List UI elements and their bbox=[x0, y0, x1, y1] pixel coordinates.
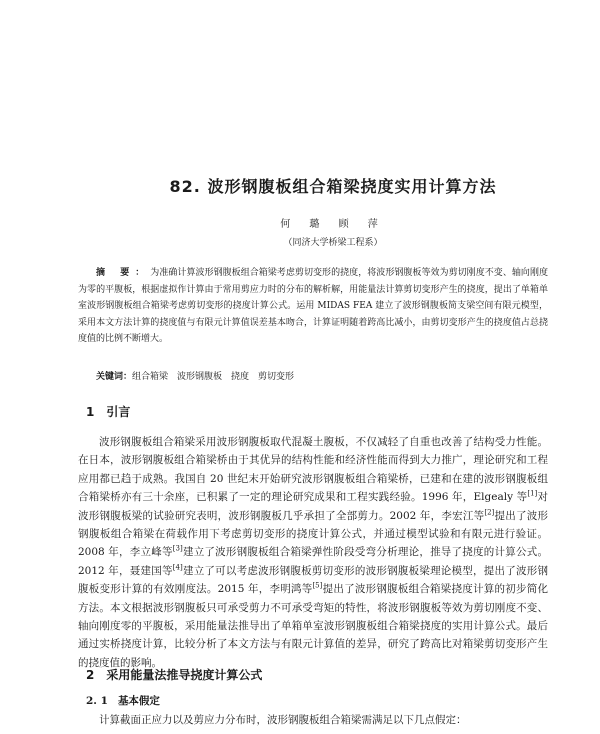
keywords bbox=[78, 369, 548, 382]
subsection-2-1-number: 2. 1 bbox=[86, 695, 108, 707]
subsection-2-1-heading bbox=[86, 693, 160, 708]
para-text: 波形钢腹板组合箱梁采用波形钢腹板取代混凝土腹板，不仅减轻了自重也改善了结构受力性能。在日本，波形钢腹板组合箱梁桥由于其优异的结构性能和经济性能而得到大力推广，理论研究和工程应用都已趋于成熟。我国自 20 世纪末开始研究波形钢腹板组合箱梁桥，已建和在建的波形钢腹板组合箱梁桥亦有三十余座，已积累了一定的理论研究成果和工程实践经验。1996 年，Elgealy 等 bbox=[78, 436, 548, 504]
section-1-paragraph bbox=[78, 433, 548, 672]
section-2-lead-text: 计算截面正应力以及剪应力分布时，波形钢腹板组合箱梁需满足以下几点假定： bbox=[99, 714, 467, 726]
para-text: 对波形钢腹板梁的试验研究表明，波形钢腹板几乎承担了全部剪力。2002 年，李宏江等 bbox=[78, 491, 549, 522]
citation: [4] bbox=[172, 563, 183, 572]
paper-affiliation: （同济大学桥梁工程系） bbox=[283, 238, 383, 248]
para-text: 建立了波形钢腹板组合箱梁弹性阶段受弯分析理论，推导了挠度的计算公式。2012 年，聂建国等 bbox=[78, 546, 549, 577]
section-1-title: 引言 bbox=[106, 405, 131, 419]
section-1-heading bbox=[86, 403, 130, 420]
abstract bbox=[78, 265, 548, 348]
section-2-heading bbox=[86, 666, 262, 683]
section-2-number: 2 bbox=[86, 668, 95, 682]
section-1-number: 1 bbox=[86, 405, 95, 419]
section-2-title: 采用能量法推导挠度计算公式 bbox=[106, 668, 263, 682]
abstract-label: 摘 要： bbox=[96, 268, 151, 278]
citation: [5] bbox=[312, 581, 323, 590]
para-text: 提出了波形钢腹板组合箱梁在荷载作用下考虑剪切变形的挠度计算公式，并通过模型试验和有限元进行验证。2008 年，李立峰等 bbox=[78, 509, 549, 559]
citation: [2] bbox=[484, 508, 495, 517]
abstract-text: 为准确计算波形钢腹板组合箱梁考虑剪切变形的挠度，将波形钢腹板等效为剪切刚度不变、轴向刚度为零的平腹板，根据虚拟作计算由于常用剪应力时的分布的解析解，用能量法计算剪切变形产生的挠度，提出了单箱单室波形钢腹板组合箱梁考虑剪切变形的挠度计算公式。运用 MIDAS FEA 建立了波形钢腹板简支梁空间有限元模型，采用本文方法计算的挠度值与有限元计算值误差基本吻合，计算证明随着跨高比减小，由剪切变形产生的挠度值占总挠度值的比例不断增大。 bbox=[78, 268, 548, 344]
para-text: 提出了波形钢腹板组合箱梁挠度计算的初步简化方法。本文根据波形钢腹板只可承受剪力不可承受弯矩的特性，将波形钢腹板等效为剪切刚度不变、轴向刚度零的平腹板，采用能量法推导出了单箱单室波形钢腹板组合箱梁挠度的实用计算公式。最后通过实桥挠度计算，比较分析了本文方法与有限元计算值的差异，研究了跨高比对箱梁剪切变形产生的挠度值的影响。 bbox=[78, 583, 549, 669]
citation: [1] bbox=[527, 489, 538, 498]
citation: [3] bbox=[172, 544, 183, 553]
paper-title: 82. 波形钢腹板组合箱梁挠度实用计算方法 bbox=[169, 177, 497, 196]
para-text: 建立了可以考虑波形钢腹板剪切变形的波形钢腹板梁理论模型，提出了波形钢腹板变形计算的有效刚度法。2015 年，李明鸿等 bbox=[78, 564, 549, 596]
keywords-text: 组合箱梁 波形钢腹板 挠度 剪切变形 bbox=[132, 372, 295, 382]
paper-authors: 何 璐 顾 萍 bbox=[280, 219, 386, 230]
keywords-label: 关键词： bbox=[96, 372, 133, 382]
subsection-2-1-title: 基本假定 bbox=[117, 695, 160, 707]
